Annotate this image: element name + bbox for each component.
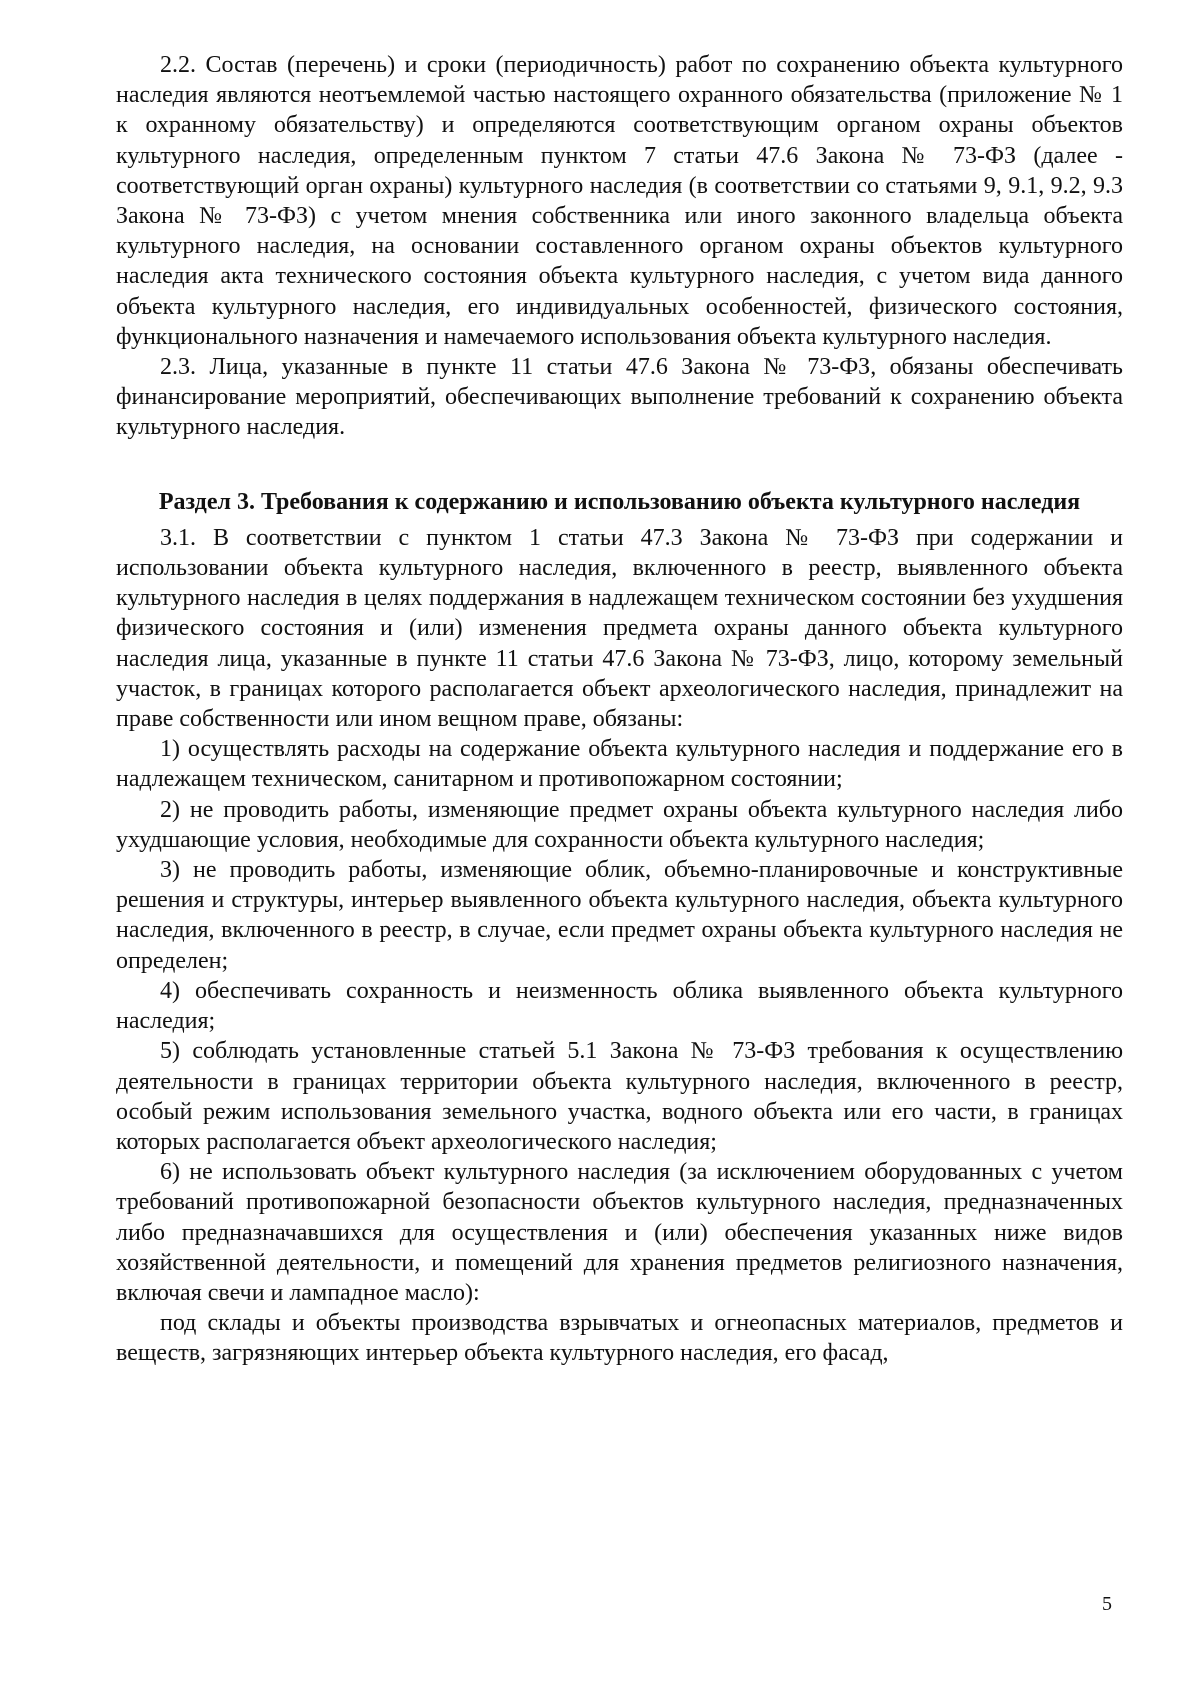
paragraph-2-2: 2.2. Состав (перечень) и сроки (периодичность) работ по сохранению объекта культурного наследия являются неотъемлемой частью настоящего охранного обязательства (приложение № 1 к охранному обязательству) и определяются соответствующим органом охраны объектов культурного наследия, определенным пунктом 7 статьи 47.6 Закона № 73-ФЗ (далее - соответствующий орган охраны) культурного наследия (в соответствии со статьями 9, 9.1, 9.2, 9.3 Закона № 73-ФЗ) с учетом мнения собственника или иного законного владельца объекта культурного наследия, на основании составленного органом охраны объектов культурного наследия акта технического состояния объекта культурного наследия, с учетом вида данного объекта культурного наследия, его индивидуальных особенностей, физического состояния, функционального назначения и намечаемого использования объекта культурного наследия.: [116, 52, 1123, 350]
paragraph-3-1: 3.1. В соответствии с пунктом 1 статьи 47.3 Закона № 73-ФЗ при содержании и использовании объекта культурного наследия, включенного в реестр, выявленного объекта культурного наследия в целях поддержания в надлежащем техническом состоянии без ухудшения физического состояния и (или) изменения предмета охраны данного объекта культурного наследия лица, указанные в пункте 11 статьи 47.6 Закона № 73-ФЗ, лицо, которому земельный участок, в границах которого располагается объект археологического наследия, принадлежит на праве собственности или ином вещном праве, обязаны:: [116, 524, 1123, 733]
paragraph-2-3: 2.3. Лица, указанные в пункте 11 статьи 47.6 Закона № 73-ФЗ, обязаны обеспечивать финансирование мероприятий, обеспечивающих выполнение требований к сохранению объекта культурного наследия.: [116, 354, 1123, 441]
section-3-heading: Раздел 3. Требования к содержанию и использованию объекта культурного наследия: [158, 488, 1081, 515]
list-item-4: 4) обеспечивать сохранность и неизменность облика выявленного объекта культурного наследия;: [116, 977, 1123, 1035]
list-item-2: 2) не проводить работы, изменяющие предмет охраны объекта культурного наследия либо ухудшающие условия, необходимые для сохранности объекта культурного наследия;: [116, 796, 1123, 853]
document-page: [116, 50, 1123, 1369]
page-number: 5: [1102, 1593, 1112, 1615]
list-subitem-warehouses: под склады и объекты производства взрывчатых и огнеопасных материалов, предметов и веществ, загрязняющих интерьер объекта культурного наследия, его фасад,: [116, 1310, 1123, 1367]
list-item-5: 5) соблюдать установленные статьей 5.1 Закона № 73-ФЗ требования к осуществлению деятельности в границах территории объекта культурного наследия, включенного в реестр, особый режим использования земельного участка, водного объекта или его части, в границах которых располагается объект археологического наследия;: [116, 1038, 1123, 1155]
list-item-3: 3) не проводить работы, изменяющие облик, объемно-планировочные и конструктивные решения и структуры, интерьер выявленного объекта культурного наследия, объекта культурного наследия, включенного в реестр, в случае, если предмет охраны объекта культурного наследия не определен;: [116, 857, 1123, 974]
list-item-6: 6) не использовать объект культурного наследия (за исключением оборудованных с учетом требований противопожарной безопасности объектов культурного наследия, предназначенных либо предназначавшихся для осуществления и (или) обеспечения указанных ниже видов хозяйственной деятельности, и помещений для хранения предметов религиозного назначения, включая свечи и лампадное масло):: [116, 1159, 1123, 1306]
list-item-1: 1) осуществлять расходы на содержание объекта культурного наследия и поддержание его в надлежащем техническом, санитарном и противопожарном состоянии;: [116, 736, 1123, 793]
